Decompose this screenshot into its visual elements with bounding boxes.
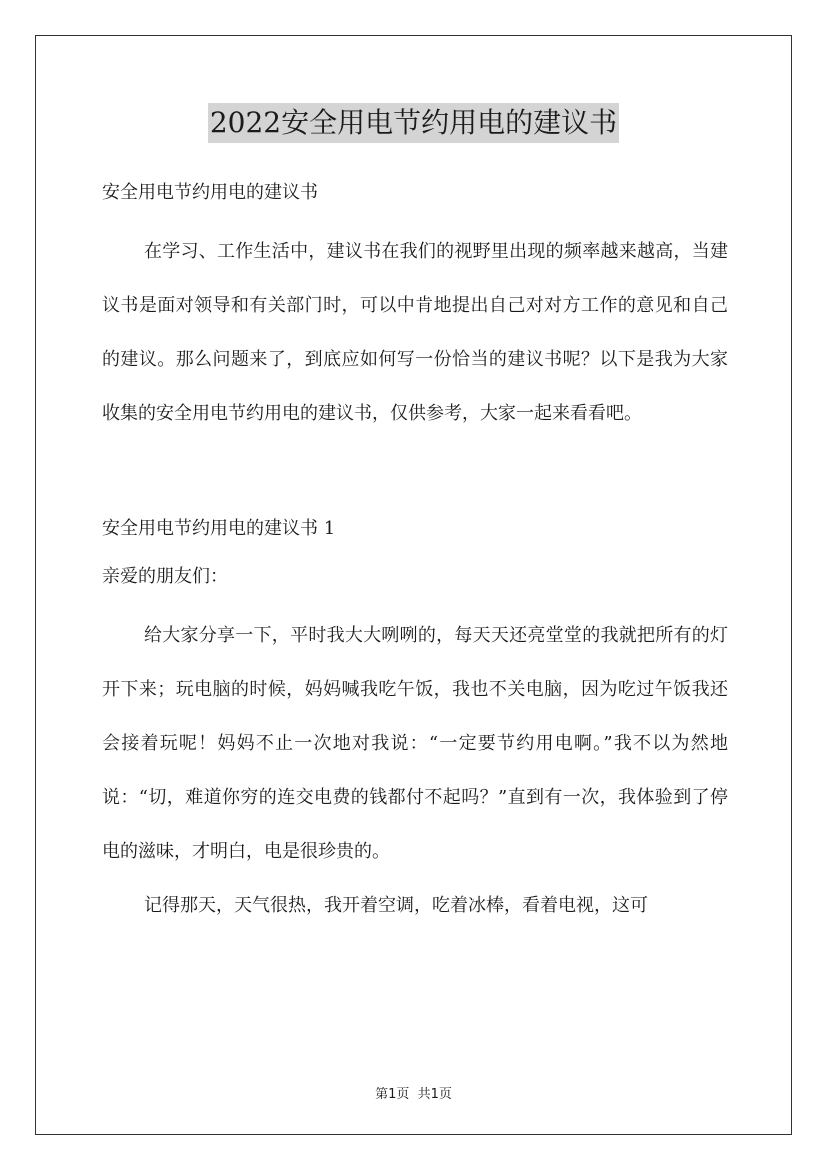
spacer [102,211,728,225]
document-title: 2022安全用电节约用电的建议书 [208,103,619,143]
intro-paragraph: 在学习、工作生活中，建议书在我们的视野里出现的频率越来越高，当建议书是面对领导和有关部门时，可以中肯地提出自己对对方工作的意见和自己的建议。那么问题来了，到底应如何写一份恰当的建议书呢？以下是我为大家收集的安全用电节约用电的建议书，仅供参考，大家一起来看看吧。 [102,241,728,424]
page-total: 共1页 [417,1087,452,1102]
body-paragraph: 给大家分享一下，平时我大大咧咧的，每天天还亮堂堂的我就把所有的灯开下来；玩电脑的时候，妈妈喊我吃午饭，我也不关电脑，因为吃过午饭我还会接着玩呢！妈妈不止一次地对我说：“一定要节约用电啊。”我不以为然地说：“切，难道你穷的连交电费的钱都付不起吗？”直到有一次，我体验到了停电的滋味，才明白，电是很珍贵的。 [102,625,728,862]
salutation: 亲爱的朋友们： [102,566,228,587]
page-number: 第1页 [375,1087,410,1102]
page-footer [0,1083,827,1102]
body-paragraph: 记得那天，天气很热，我开着空调，吃着冰棒，看着电视，这可 [144,895,648,916]
document-subtitle: 安全用电节约用电的建议书 [102,182,318,203]
title-container [0,103,827,143]
spacer [102,595,728,609]
document-body [102,175,728,933]
spacer [102,441,728,511]
section-heading: 安全用电节约用电的建议书 1 [102,518,336,539]
